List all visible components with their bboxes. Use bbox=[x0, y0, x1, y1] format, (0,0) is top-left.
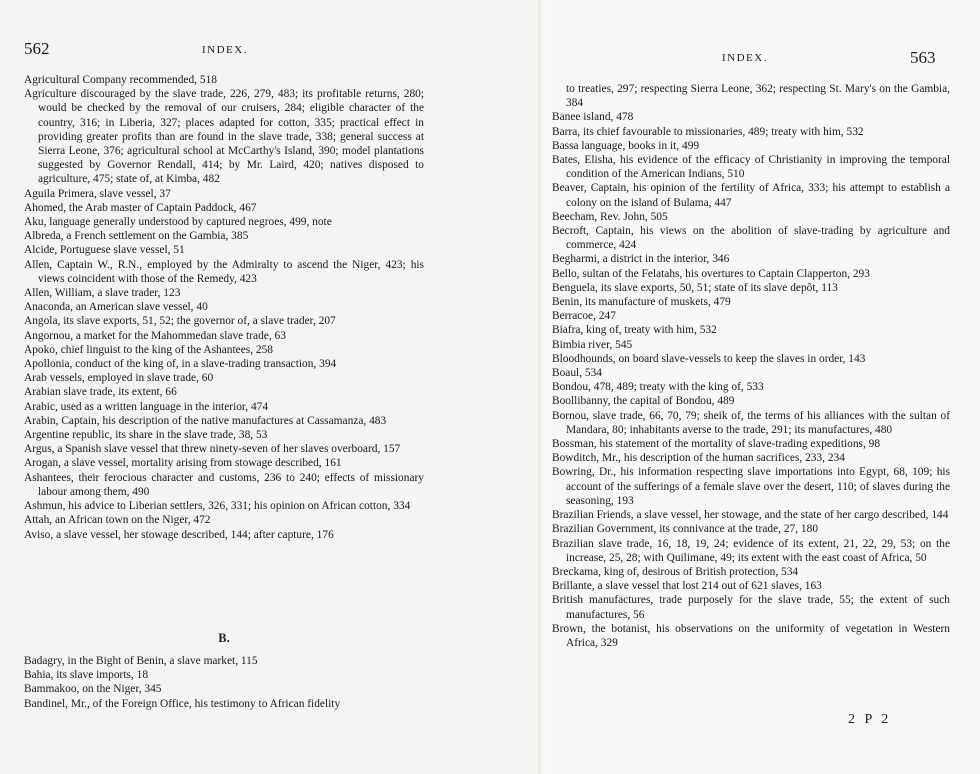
index-entry: Bates, Elisha, his evidence of the efficacy of Christianity in improving the temporal condition of the American Indians, 510 bbox=[552, 154, 950, 181]
index-entry: Brillante, a slave vessel that lost 214 out of 621 slaves, 163 bbox=[552, 580, 822, 593]
index-entry: Bornou, slave trade, 66, 70, 79; sheik of, the terms of his alliances with the sultan of Mandara, 80; inhabitants averse to the trade, 291; its manufactures, 480 bbox=[552, 409, 950, 436]
index-entry: Brown, the botanist, his observations on the uniformity of vegetation in Western Africa, 329 bbox=[552, 622, 950, 649]
index-entry: Breckama, king of, desirous of British protection, 534 bbox=[552, 565, 799, 578]
index-entry: Biafra, king of, treaty with him, 532 bbox=[552, 324, 717, 337]
index-entry: Arab vessels, employed in slave trade, 60 bbox=[24, 372, 214, 385]
index-entry: Argentine republic, its share in the slave trade, 38, 53 bbox=[24, 429, 268, 442]
right-running-head: INDEX. bbox=[722, 52, 768, 64]
signature-mark: 2 P 2 bbox=[848, 712, 892, 727]
index-entry: Arabic, used as a written language in the interior, 474 bbox=[24, 400, 269, 413]
left-page-number: 562 bbox=[24, 39, 50, 58]
index-entry: Brazilian slave trade, 16, 18, 19, 24; evidence of its extent, 21, 22, 29, 53; on the increase, 25, 28; with Quilimane, 49; its extent with the east coast of Africa, 50 bbox=[552, 537, 950, 564]
index-entries-b bbox=[24, 654, 532, 711]
section-letter: B. bbox=[218, 631, 230, 645]
index-entry: Benguela, its slave exports, 50, 51; state of its slave depôt, 113 bbox=[552, 281, 838, 294]
index-entry: Anaconda, an American slave vessel, 40 bbox=[24, 301, 208, 314]
index-entry: Albreda, a French settlement on the Gambia, 385 bbox=[24, 230, 249, 243]
index-entry: Bello, sultan of the Felatahs, his overtures to Captain Clapperton, 293 bbox=[552, 267, 870, 280]
index-entry: Beaver, Captain, his opinion of the fertility of Africa, 333; his attempt to establish a colony on the island of Bulama, 447 bbox=[552, 182, 950, 209]
index-entry: Badagry, in the Bight of Benin, a slave market, 115 bbox=[24, 655, 258, 667]
index-entry: Angornou, a market for the Mahommedan slave trade, 63 bbox=[24, 329, 286, 342]
index-entry: Aguila Primera, slave vessel, 37 bbox=[24, 187, 171, 200]
index-entries-right bbox=[552, 82, 950, 650]
index-entry: Bandinel, Mr., of the Foreign Office, his testimony to African fidelity bbox=[24, 697, 341, 710]
index-entry: Bossman, his statement of the mortality of slave-trading expeditions, 98 bbox=[552, 438, 881, 451]
index-entry: Angola, its slave exports, 51, 52; the governor of, a slave trader, 207 bbox=[24, 315, 336, 328]
index-entry: Ahomed, the Arab master of Captain Paddock, 467 bbox=[24, 201, 257, 214]
index-entry: Boollibanny, the capital of Bondou, 489 bbox=[552, 395, 735, 408]
index-entry: Ashmun, his advice to Liberian settlers, 326, 331; his opinion on African cotton, 334 bbox=[24, 500, 411, 513]
index-entry: Agriculture discouraged by the slave trade, 226, 279, 483; its profitable returns, 280; would be checked by the removal of our cruisers, 284; eligible character of the country, 316; in Liberia, 327; places adapted for cotton, 335; practical effect in providing greater profits than are found in the slave trade, 338; general success at Sierra Leone, 376; agricultural school at McCarthy's Island, 390; model plantations suggested by Governor Rendall, 414; by Mr. Laird, 420; natives disposed to agriculture, 475; state of, at Kimba, 482 bbox=[24, 88, 424, 186]
index-entry: Bahia, its slave imports, 18 bbox=[24, 669, 149, 682]
index-entry: Bammakoo, on the Niger, 345 bbox=[24, 683, 162, 696]
index-entry: Allen, William, a slave trader, 123 bbox=[24, 287, 181, 300]
index-entries-a bbox=[24, 73, 424, 542]
index-entry: Berracoe, 247 bbox=[552, 310, 616, 323]
left-running-head: INDEX. bbox=[202, 44, 248, 56]
index-entry: Bimbia river, 545 bbox=[552, 338, 633, 351]
index-entry: Attah, an African town on the Niger, 472 bbox=[24, 514, 211, 527]
index-entry: Beecham, Rev. John, 505 bbox=[552, 210, 668, 223]
index-entry: Aku, language generally understood by captured negroes, 499, note bbox=[24, 216, 332, 229]
index-entry: Apoko, chief linguist to the king of the Ashantees, 258 bbox=[24, 343, 273, 356]
index-entry: Becroft, Captain, his views on the abolition of slave-trading by agriculture and commerce, 424 bbox=[552, 225, 950, 252]
index-entry: Benin, its manufacture of muskets, 479 bbox=[552, 296, 731, 309]
index-entry: Bowring, Dr., his information respecting slave importations into Egypt, 68, 109; his account of the sufferings of a female slave over the desert, 110; of slaves during the seasoning, 193 bbox=[552, 466, 950, 507]
index-entry: Banee island, 478 bbox=[552, 111, 634, 124]
index-entry: Brazilian Friends, a slave vessel, her stowage, and the state of her cargo described, 144 bbox=[552, 509, 949, 522]
index-entry: Apollonia, conduct of the king of, in a slave-trading transaction, 394 bbox=[24, 358, 337, 371]
continued-entry: to treaties, 297; respecting Sierra Leone, 362; respecting St. Mary's on the Gambia, 384 bbox=[566, 83, 950, 110]
index-entry: Arabin, Captain, his description of the native manufactures at Cassamanza, 483 bbox=[24, 414, 387, 427]
index-entry: Ashantees, their ferocious character and customs, 236 to 240; effects of missionary labour among them, 490 bbox=[24, 471, 424, 498]
index-entry: Arogan, a slave vessel, mortality arising from stowage described, 161 bbox=[24, 457, 342, 470]
right-page-number: 563 bbox=[910, 48, 936, 67]
index-entry: Barra, its chief favourable to missionaries, 489; treaty with him, 532 bbox=[552, 125, 864, 138]
index-entry: Bowditch, Mr., his description of the human sacrifices, 233, 234 bbox=[552, 452, 845, 465]
index-entry: Brazilian Government, its connivance at the trade, 27, 180 bbox=[552, 523, 819, 536]
index-entry: Begharmi, a district in the interior, 346 bbox=[552, 253, 730, 266]
index-entry: British manufactures, trade purposely for the slave trade, 55; the extent of such manufactures, 56 bbox=[552, 594, 950, 621]
index-entry: Bloodhounds, on board slave-vessels to keep the slaves in order, 143 bbox=[552, 352, 866, 365]
index-entry: Arabian slave trade, its extent, 66 bbox=[24, 386, 177, 399]
right-page bbox=[545, 0, 980, 774]
index-entry: Allen, Captain W., R.N., employed by the Admiralty to ascend the Niger, 423; his views coincident with those of the Remedy, 423 bbox=[24, 258, 424, 285]
index-entry: Bassa language, books in it, 499 bbox=[552, 139, 700, 152]
index-entry: Boaul, 534 bbox=[552, 367, 602, 380]
index-entry: Agricultural Company recommended, 518 bbox=[24, 74, 217, 86]
index-entry: Argus, a Spanish slave vessel that threw ninety-seven of her slaves overboard, 157 bbox=[24, 443, 401, 456]
index-entry: Bondou, 478, 489; treaty with the king of, 533 bbox=[552, 381, 764, 394]
index-entry: Aviso, a slave vessel, her stowage described, 144; after capture, 176 bbox=[24, 528, 334, 541]
index-entry: Alcide, Portuguese slave vessel, 51 bbox=[24, 244, 185, 257]
